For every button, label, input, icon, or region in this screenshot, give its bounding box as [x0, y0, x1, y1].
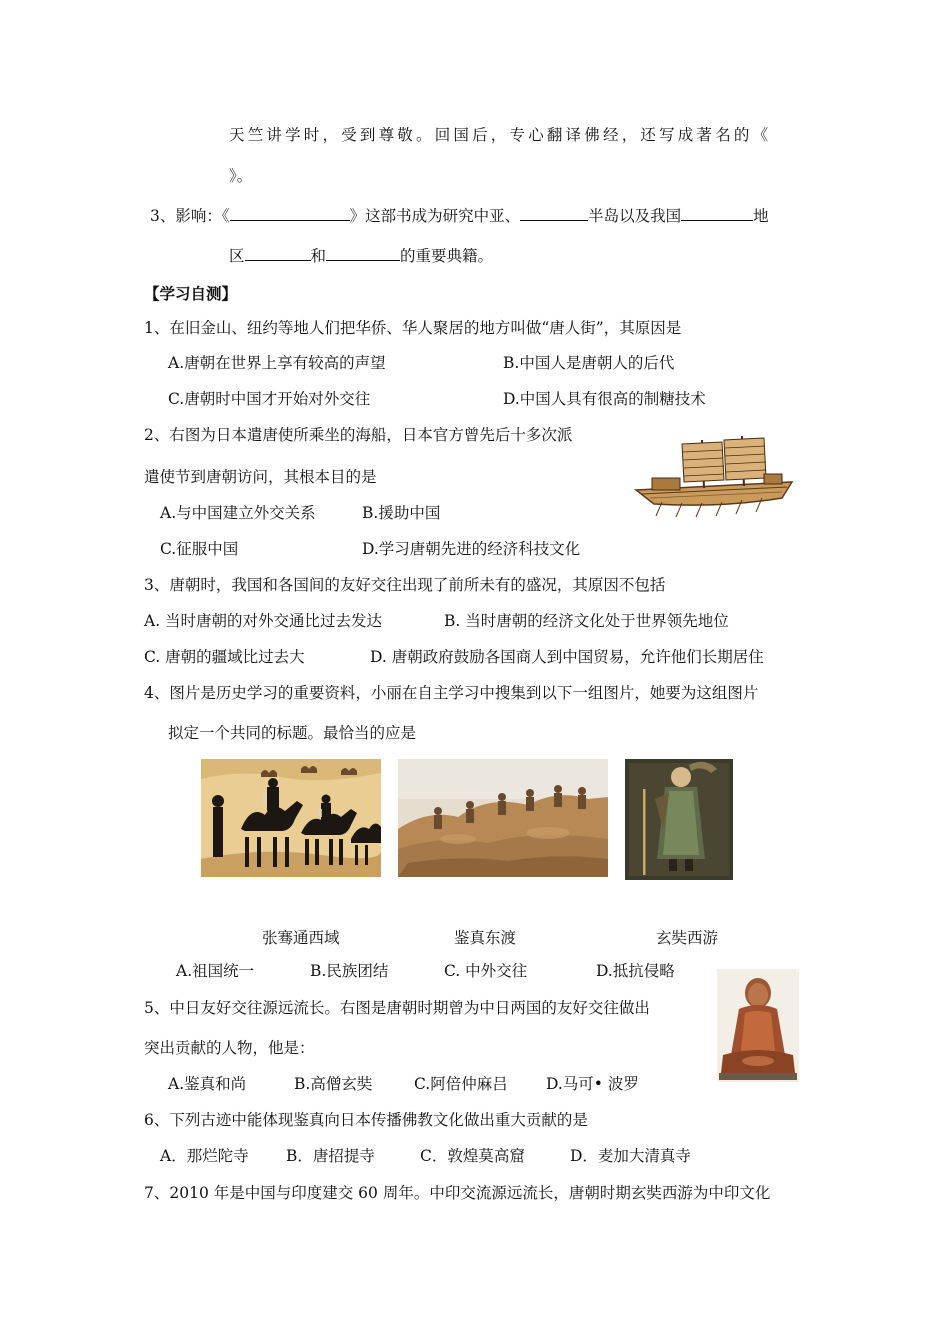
question-3-stem: 3、唐朝时，我国和各国间的友好交往出现了前所未有的盛况，其原因不包括 [144, 576, 666, 594]
option-3a[interactable]: A. 当时唐朝的对外交通比过去发达 [144, 612, 383, 630]
option-1a[interactable]: A.唐朝在世界上享有较高的声望 [168, 354, 386, 372]
option-4c[interactable]: C. 中外交往 [444, 962, 528, 980]
question-4-stem: 4、图片是历史学习的重要资料，小丽在自主学习中搜集到以下一组图片，她要为这组图片 [144, 684, 759, 702]
option-2a[interactable]: A.与中国建立外交关系 [160, 504, 316, 522]
question-2-stem-cont: 遣使节到唐朝访问，其根本目的是 [144, 468, 377, 486]
answer-blank[interactable] [681, 204, 753, 221]
option-6c[interactable]: C．敦煌莫高窟 [420, 1147, 525, 1165]
question-6-stem: 6、下列古迹中能体现鉴真向日本传播佛教文化做出重大贡献的是 [144, 1111, 588, 1129]
answer-blank[interactable] [230, 204, 350, 221]
option-6a[interactable]: A．那烂陀寺 [160, 1147, 249, 1165]
question-3-influence-cont: 区 和 的重要典籍。 [229, 244, 493, 267]
landscape-figures-icon [398, 759, 608, 877]
option-5a[interactable]: A.鉴真和尚 [168, 1075, 247, 1093]
caption-zhang-qian: 张骞通西域 [262, 929, 340, 947]
ship-icon [632, 432, 800, 518]
option-3b[interactable]: B. 当时唐朝的经济文化处于世界领先地位 [444, 612, 729, 630]
option-5d[interactable]: D.马可• 波罗 [546, 1075, 639, 1093]
option-6b[interactable]: B．唐招提寺 [286, 1147, 375, 1165]
answer-blank[interactable] [245, 244, 311, 261]
answer-blank[interactable] [326, 244, 400, 261]
camel-caravan-icon [201, 759, 381, 877]
option-1d[interactable]: D.中国人具有很高的制糖技术 [503, 390, 706, 408]
text-line: 》。 [229, 167, 253, 185]
option-4a[interactable]: A.祖国统一 [176, 962, 255, 980]
option-4b[interactable]: B.民族团结 [310, 962, 389, 980]
jianzhen-statue-image [717, 969, 799, 1082]
option-4d[interactable]: D.抵抗侵略 [596, 962, 675, 980]
question-5-stem: 5、中日友好交往源远流长。右图是唐朝时期曾为中日两国的友好交往做出 [144, 999, 650, 1017]
seated-monk-icon [717, 969, 799, 1082]
text-line: 天竺讲学时，受到尊敬。回国后，专心翻译佛经，还写成著名的《 [229, 126, 772, 144]
jianzhen-image [398, 759, 608, 877]
option-3c[interactable]: C. 唐朝的疆域比过去大 [144, 648, 305, 666]
caption-jianzhen: 鉴真东渡 [454, 929, 517, 947]
option-1b[interactable]: B.中国人是唐朝人的后代 [503, 354, 675, 372]
question-3-influence: 3、影响：《 》这部书成为研究中亚、 半岛以及我国 地 [150, 204, 769, 227]
question-5-stem-cont: 突出贡献的人物，他是： [144, 1039, 315, 1057]
answer-blank[interactable] [520, 204, 588, 221]
option-6d[interactable]: D．麦加大清真寺 [570, 1147, 691, 1165]
monk-walking-icon [625, 759, 733, 880]
option-1c[interactable]: C.唐朝时中国才开始对外交往 [168, 390, 371, 408]
option-5b[interactable]: B.高僧玄奘 [294, 1075, 373, 1093]
option-3d[interactable]: D. 唐朝政府鼓励各国商人到中国贸易，允许他们长期居住 [370, 648, 764, 666]
option-5c[interactable]: C.阿倍仲麻吕 [414, 1075, 508, 1093]
zhang-qian-image [201, 759, 381, 877]
question-2-stem: 2、右图为日本遣唐使所乘坐的海船，日本官方曾先后十多次派 [144, 426, 573, 444]
caption-xuanzang: 玄奘西游 [656, 929, 719, 947]
section-heading: 【学习自测】 [144, 285, 238, 303]
xuanzang-image [625, 759, 733, 880]
envoy-ship-image [632, 432, 800, 518]
question-4-stem-cont: 拟定一个共同的标题。最恰当的应是 [168, 724, 417, 742]
option-2b[interactable]: B.援助中国 [362, 504, 441, 522]
option-2c[interactable]: C.征服中国 [160, 540, 239, 558]
option-2d[interactable]: D.学习唐朝先进的经济科技文化 [362, 540, 581, 558]
question-1-stem: 1、在旧金山、纽约等地人们把华侨、华人聚居的地方叫做“唐人街”，其原因是 [144, 319, 682, 337]
question-7-stem: 7、2010 年是中国与印度建交 60 周年。中印交流源远流长，唐朝时期玄奘西游为中印文化 [144, 1184, 771, 1202]
